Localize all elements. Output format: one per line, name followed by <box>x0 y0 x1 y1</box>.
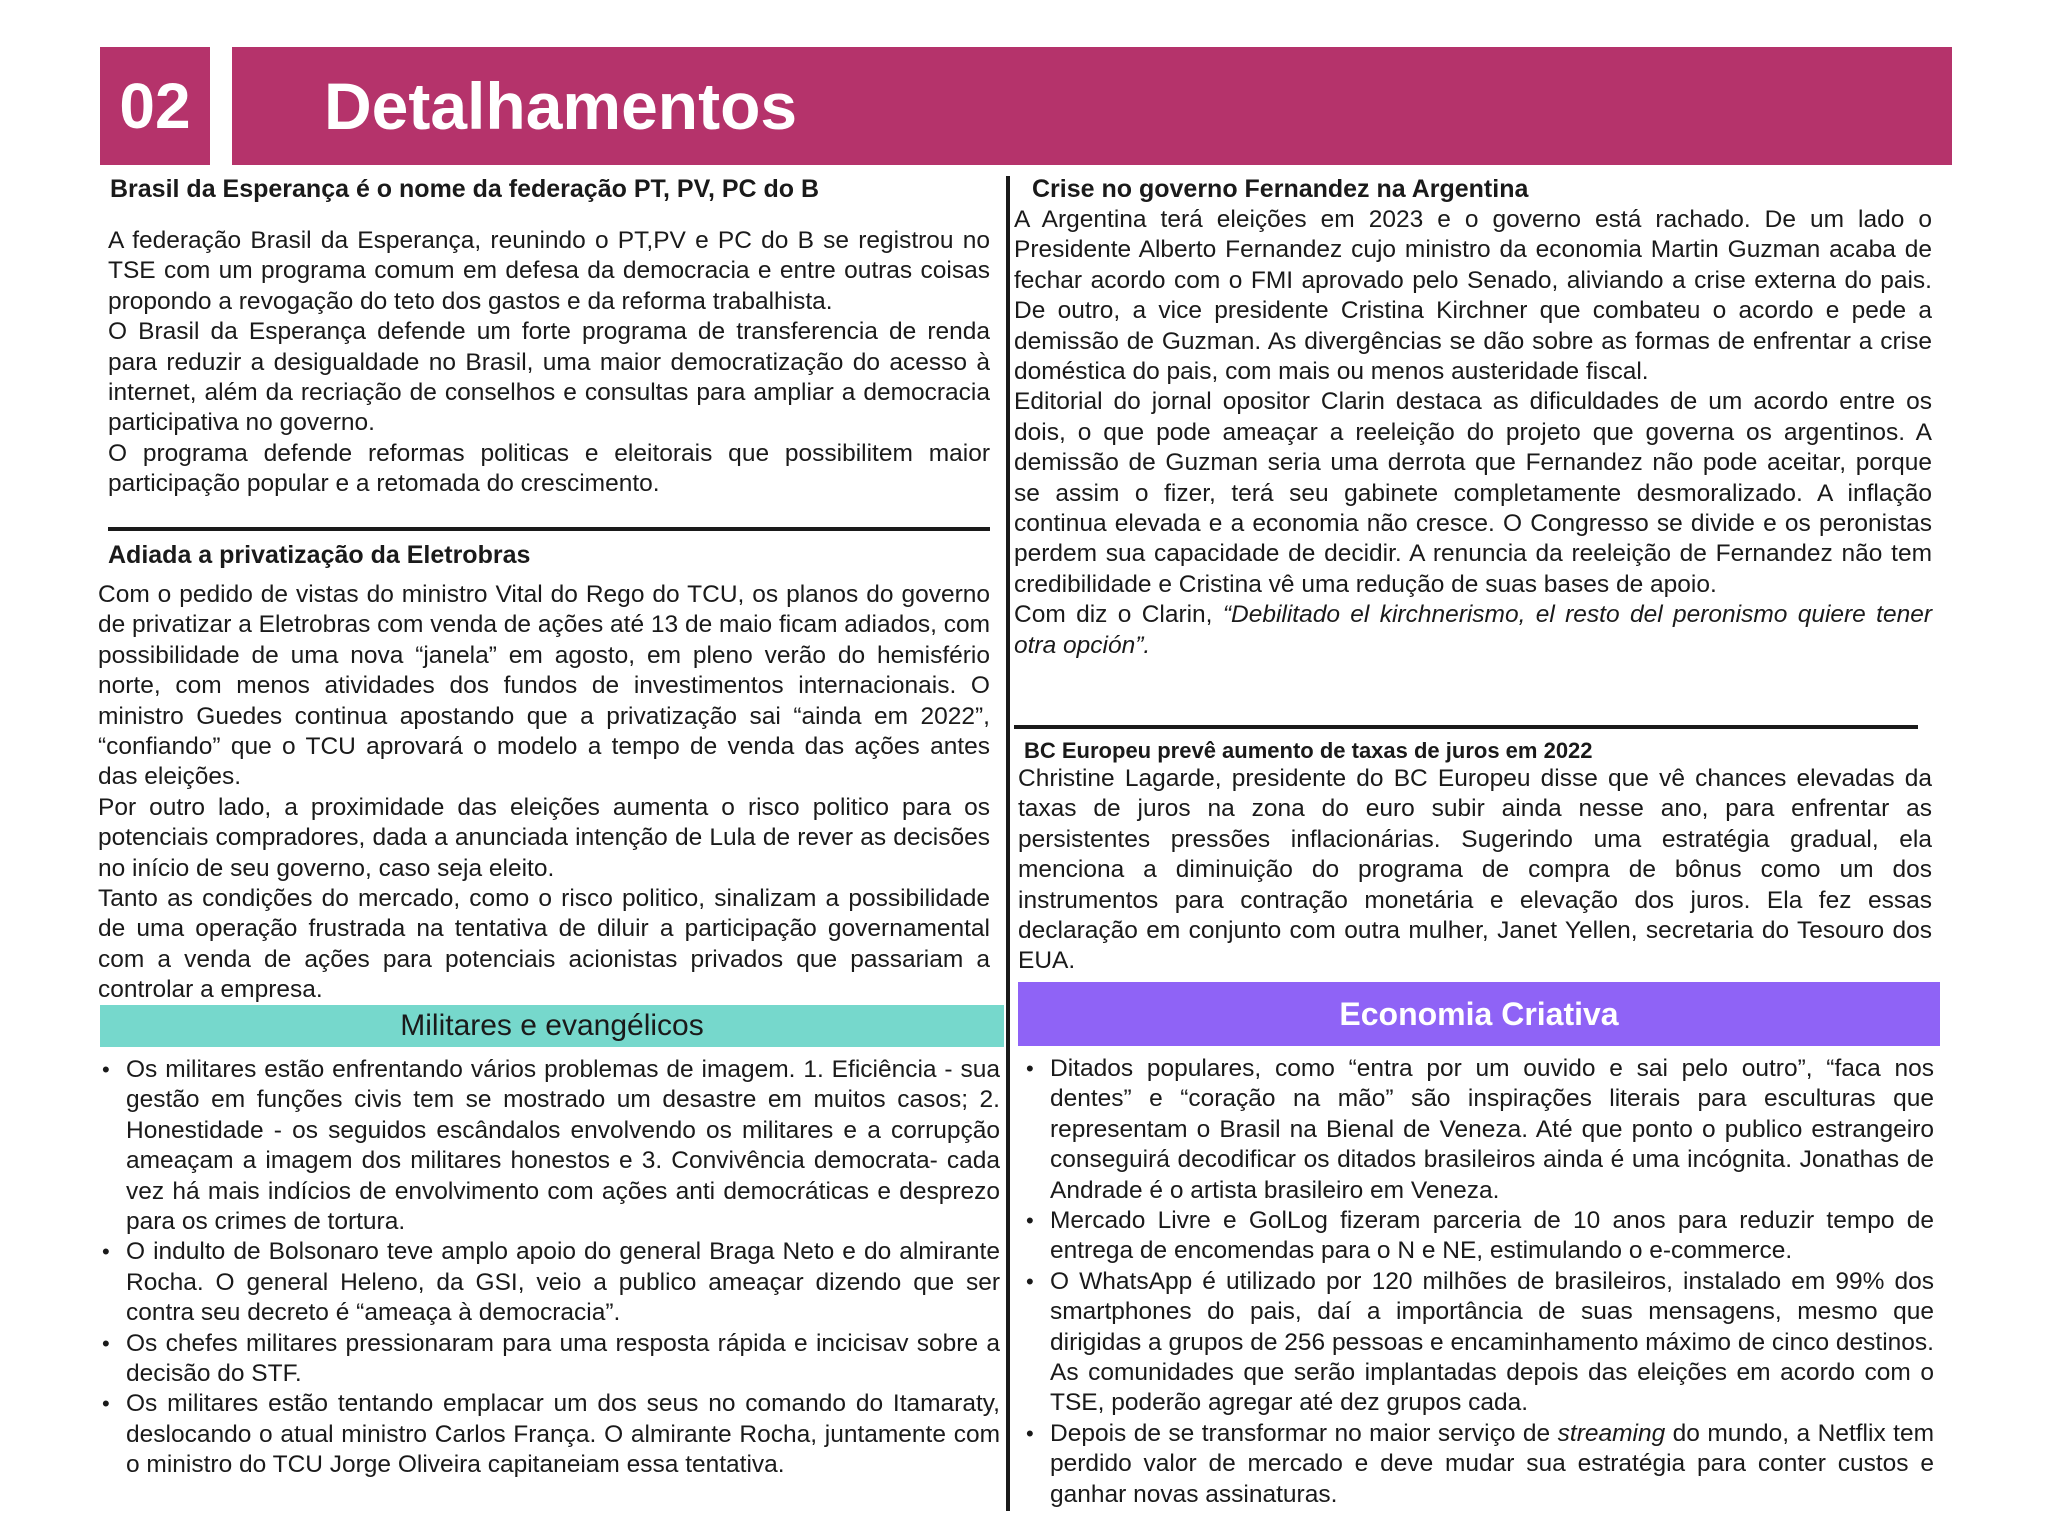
argentina-paragraph: A Argentina terá eleições em 2023 e o governo está rachado. De um lado o Presidente Alberto Fernandez cujo ministro da economia Martin Guzman acaba de fechar acordo com o FMI aprovado pelo Senado, aliviando a crise externa do pais. De outro, a vice presidente Cristina Kirchner que combateu o acordo e pede a demissão de Guzman. As divergências se dão sobre as formas de enfrentar a crise doméstica do pais, com mais ou menos austeridade fiscal. <box>1014 206 1932 386</box>
eletrobras-paragraph: Tanto as condições do mercado, como o risco politico, sinalizam a possibilidade de uma operação frustrada na tentativa de diluir a participação governamental com a venda de ações para potenciais acionistas privados que passariam a controlar a empresa. <box>98 885 990 1004</box>
economia-list <box>1024 1054 1934 1510</box>
eletrobras-paragraph: Por outro lado, a proximidade das eleições aumenta o risco politico para os potenciais compradores, dada a anunciada intenção de Lula de rever as decisões no início de seu governo, caso seja eleito. <box>98 793 990 882</box>
bce-heading-block <box>1024 738 1924 764</box>
netflix-text-b: do mundo, a Netflix tem perdido valor de mercado e deve mudar sua estratégia para conter custos e ganhar novas assinaturas. <box>1050 1419 1934 1508</box>
militares-section-bar: Militares e evangélicos <box>100 1005 1004 1047</box>
list-item: • O indulto de Bolsonaro teve amplo apoio do general Braga Neto e do almirante Rocha. O general Heleno, da GSI, veio a publico ameaçar dizendo que ser contra seu decreto é “ameaça à democracia”. <box>100 1237 1000 1328</box>
list-item <box>1024 1419 1934 1510</box>
netflix-text-a: Depois de se transformar no maior serviço de <box>1050 1419 1558 1447</box>
argentina-heading: Crise no governo Fernandez na Argentina <box>1032 175 1529 203</box>
list-item: • Os militares estão enfrentando vários problemas de imagem. 1. Eficiência - sua gestão em funções civis tem se mostrado um desastre em muitos casos; 2. Honestidade - os seguidos escândalos envolvendo os militares e a corrupção ameaçam a imagem dos militares honestos e 3. Convivência democrata- cada vez há mais indícios de envolvimento com ações anti democráticas e desprezo para os crimes de tortura. <box>100 1055 1000 1237</box>
column-divider <box>1006 176 1010 1511</box>
list-item: • O WhatsApp é utilizado por 120 milhões de brasileiros, instalado em 99% dos smartphones do pais, daí a importância de suas mensagens, mesmo que dirigidas a grupos de 256 pessoas e encaminhamento máximo de cinco destinos. As comunidades que serão implantadas depois das eleições em acordo com o TSE, poderão agregar até dez grupos cada. <box>1024 1267 1934 1419</box>
federacao-body <box>108 226 990 500</box>
list-item: • Ditados populares, como “entra por um ouvido e sai pelo outro”, “faca nos dentes” e “coração na mão” são inspirações literais para esculturas que representam o Brasil na Bienal de Veneza. Até que ponto o publico estrangeiro conseguirá decodificar os ditados brasileiros ainda é uma incógnita. Jonathas de Andrade é o artista brasileiro em Veneza. <box>1024 1054 1934 1206</box>
economia-list-block <box>1024 1054 1934 1510</box>
federacao-heading-block <box>110 174 990 204</box>
federacao-paragraph: O Brasil da Esperança defende um forte programa de transferencia de renda para reduzir a desigualdade no Brasil, uma maior democratização do acesso à internet, além da recriação de conselhos e consultas para ampliar a democracia participativa no governo. <box>108 318 990 437</box>
eletrobras-heading: Adiada a privatização da Eletrobras <box>108 541 531 569</box>
quote-lead: Com diz o Clarin, <box>1014 601 1223 629</box>
page-title: Detalhamentos <box>232 47 1952 165</box>
netflix-text-em: streaming <box>1557 1419 1666 1447</box>
argentina-heading-block <box>1032 174 1932 204</box>
list-item: • Os militares estão tentando emplacar um dos seus no comando do Itamaraty, deslocando o atual ministro Carlos França. O almirante Rocha, juntamente com o ministro do TCU Jorge Oliveira capitaneiam essa tentativa. <box>100 1389 1000 1480</box>
list-item: • Mercado Livre e GolLog fizeram parceria de 10 anos para reduzir tempo de entrega de encomendas para o N e NE, estimulando o e-commerce. <box>1024 1206 1934 1267</box>
argentina-body <box>1014 205 1932 661</box>
argentina-paragraph: Editorial do jornal opositor Clarin destaca as dificuldades de um acordo entre os dois, o que pode ameaçar a reeleição do projeto que governa os argentinos. A demissão de Guzman seria uma derrota que Fernandez não pode aceitar, porque se assim o fizer, terá seu gabinete completamente desmoralizado. A inflação continua elevada e a economia não cresce. O Congresso se divide e os peronistas perdem sua capacidade de decidir. A renuncia da reeleição de Fernandez não tem credibilidade e Cristina vê uma redução de suas bases de apoio. <box>1014 388 1932 598</box>
section-number: 02 <box>100 47 210 165</box>
bce-body <box>1018 764 1932 977</box>
argentina-quote-paragraph <box>1014 600 1932 661</box>
federacao-heading: Brasil da Esperança é o nome da federação PT, PV, PC do B <box>110 175 820 203</box>
eletrobras-paragraph: Com o pedido de vistas do ministro Vital do Rego do TCU, os planos do governo de privatizar a Eletrobras com venda de ações até 13 de maio ficam adiados, com possibilidade de uma nova “janela” em agosto, em pleno verão do hemisfério norte, com menos atividades dos fundos de investimentos internacionais. O ministro Guedes continua apostando que a privatização sai “ainda em 2022”, “confiando” que o TCU aprovará o modelo a tempo de venda das ações antes das eleições. <box>98 581 991 791</box>
economia-section-bar: Economia Criativa <box>1018 982 1940 1046</box>
bce-paragraph: Christine Lagarde, presidente do BC Europeu disse que vê chances elevadas da taxas de juros na zona do euro subir ainda nesse ano, para enfrentar as persistentes pressões inflacionárias. Sugerindo uma estratégia gradual, ela menciona a diminuição do programa de compra de bônus como um dos instrumentos para contração monetária e elevação dos juros. Ela fez essas declaração em conjunto com outra mulher, Janet Yellen, secretaria do Tesouro dos EUA. <box>1018 765 1932 975</box>
militares-list-block <box>100 1055 1000 1481</box>
clarin-quote: “Debilitado el kirchnerismo, el resto del peronismo quiere tener otra opción”. <box>1014 601 1932 659</box>
eletrobras-body <box>98 580 990 1006</box>
federacao-paragraph: A federação Brasil da Esperança, reunindo o PT,PV e PC do B se registrou no TSE com um programa comum em defesa da democracia e entre outras coisas propondo a revogação do teto dos gastos e da reforma trabalhista. <box>108 227 990 315</box>
bce-heading: BC Europeu prevê aumento de taxas de juros em 2022 <box>1024 738 1593 763</box>
eletrobras-heading-block <box>108 540 988 570</box>
list-item: • Os chefes militares pressionaram para uma resposta rápida e incicisav sobre a decisão do STF. <box>100 1329 1000 1390</box>
section-rule <box>108 527 990 531</box>
section-rule <box>1014 725 1918 729</box>
federacao-paragraph: O programa defende reformas politicas e eleitorais que possibilitem maior participação popular e a retomada do crescimento. <box>108 439 990 498</box>
militares-list <box>100 1055 1000 1481</box>
